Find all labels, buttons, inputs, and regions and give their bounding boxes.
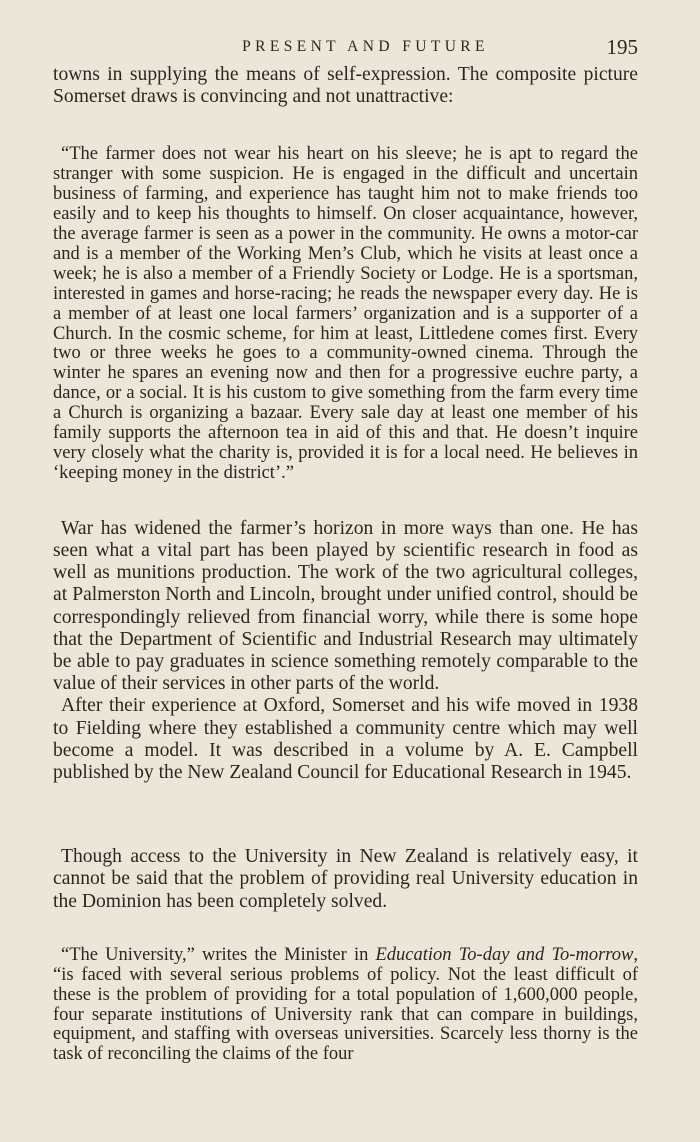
paragraph-war: War has widened the farmer’s horizon in more ways than one. He has seen what a vital part has been played by scientific research in food as well as munitions production. The work of the two agricultural colleges, at Palmerston North and Lincoln, brought under unified control, should be correspondingly relieved from financial worry, while there is some hope that the Department of Scientific and Industrial Research may ultimately be able to pay graduates in science something remotely comparable to the value of their services in other parts of the world. — [53, 517, 638, 695]
paragraph-continuation: towns in supplying the means of self-expression. The composite picture Somerset draws is convincing and not unattractive: — [53, 64, 638, 108]
paragraph-university: Though access to the University in New Zealand is relatively easy, it cannot be said that the problem of providing real University education in the Dominion has been completely solved. — [53, 846, 638, 912]
quotation-farmer: “The farmer does not wear his heart on his sleeve; he is apt to regard the stranger with some suspicion. He is engaged in the difficult and uncertain business of farming, and experience has taught him not to make friends too easily and to keep his thoughts to himself. On closer acquaintance, however, the average farmer is seen as a power in the community. He owns a motor-car and is a member of the Working Men’s Club, which he visits at least once a week; he is also a member of a Friendly Society or Lodge. He is a sportsman, interested in games and horse-racing; he reads the newspaper every day. He is a member of at least one local farmers’ organization and is a supporter of a Church. In the cosmic scheme, for him at least, Littledene comes first. Every two or three weeks he goes to a community-owned cinema. Through the winter he spares an evening now and then for a progressive euchre party, a dance, or a social. It is his custom to give something from the farm every time a Church is organizing a bazaar. Every sale day at least one member of his family supports the afternoon tea in aid of this and that. He doesn’t inquire very closely what the charity is, provided it is for a local need. He believes in ‘keeping money in the district’.” — [53, 144, 638, 483]
page-number: 195 — [606, 35, 638, 59]
running-head — [53, 35, 638, 64]
quote-lead: “The University,” writes the Minister in — [61, 944, 376, 965]
quote-body: , “is faced with several serious problems of policy. Not the least difficult of these is the problem of providing for a total population of 1,600,000 people, four separate institutions of University rank that can compare in buildings, equipment, and staffing with overseas universities. Scarcely less thorny is the task of reconciling the claims of the four — [53, 944, 638, 1065]
running-title: PRESENT AND FUTURE — [242, 38, 489, 55]
paragraph-fielding: After their experience at Oxford, Somerset and his wife moved in 1938 to Fielding where they established a community centre which may well become a model. It was described in a volume by A. E. Campbell published by the New Zealand Council for Educational Research in 1945. — [53, 695, 638, 784]
book-title: Education To-day and To-morrow — [375, 944, 634, 965]
quotation-minister — [53, 946, 638, 1065]
